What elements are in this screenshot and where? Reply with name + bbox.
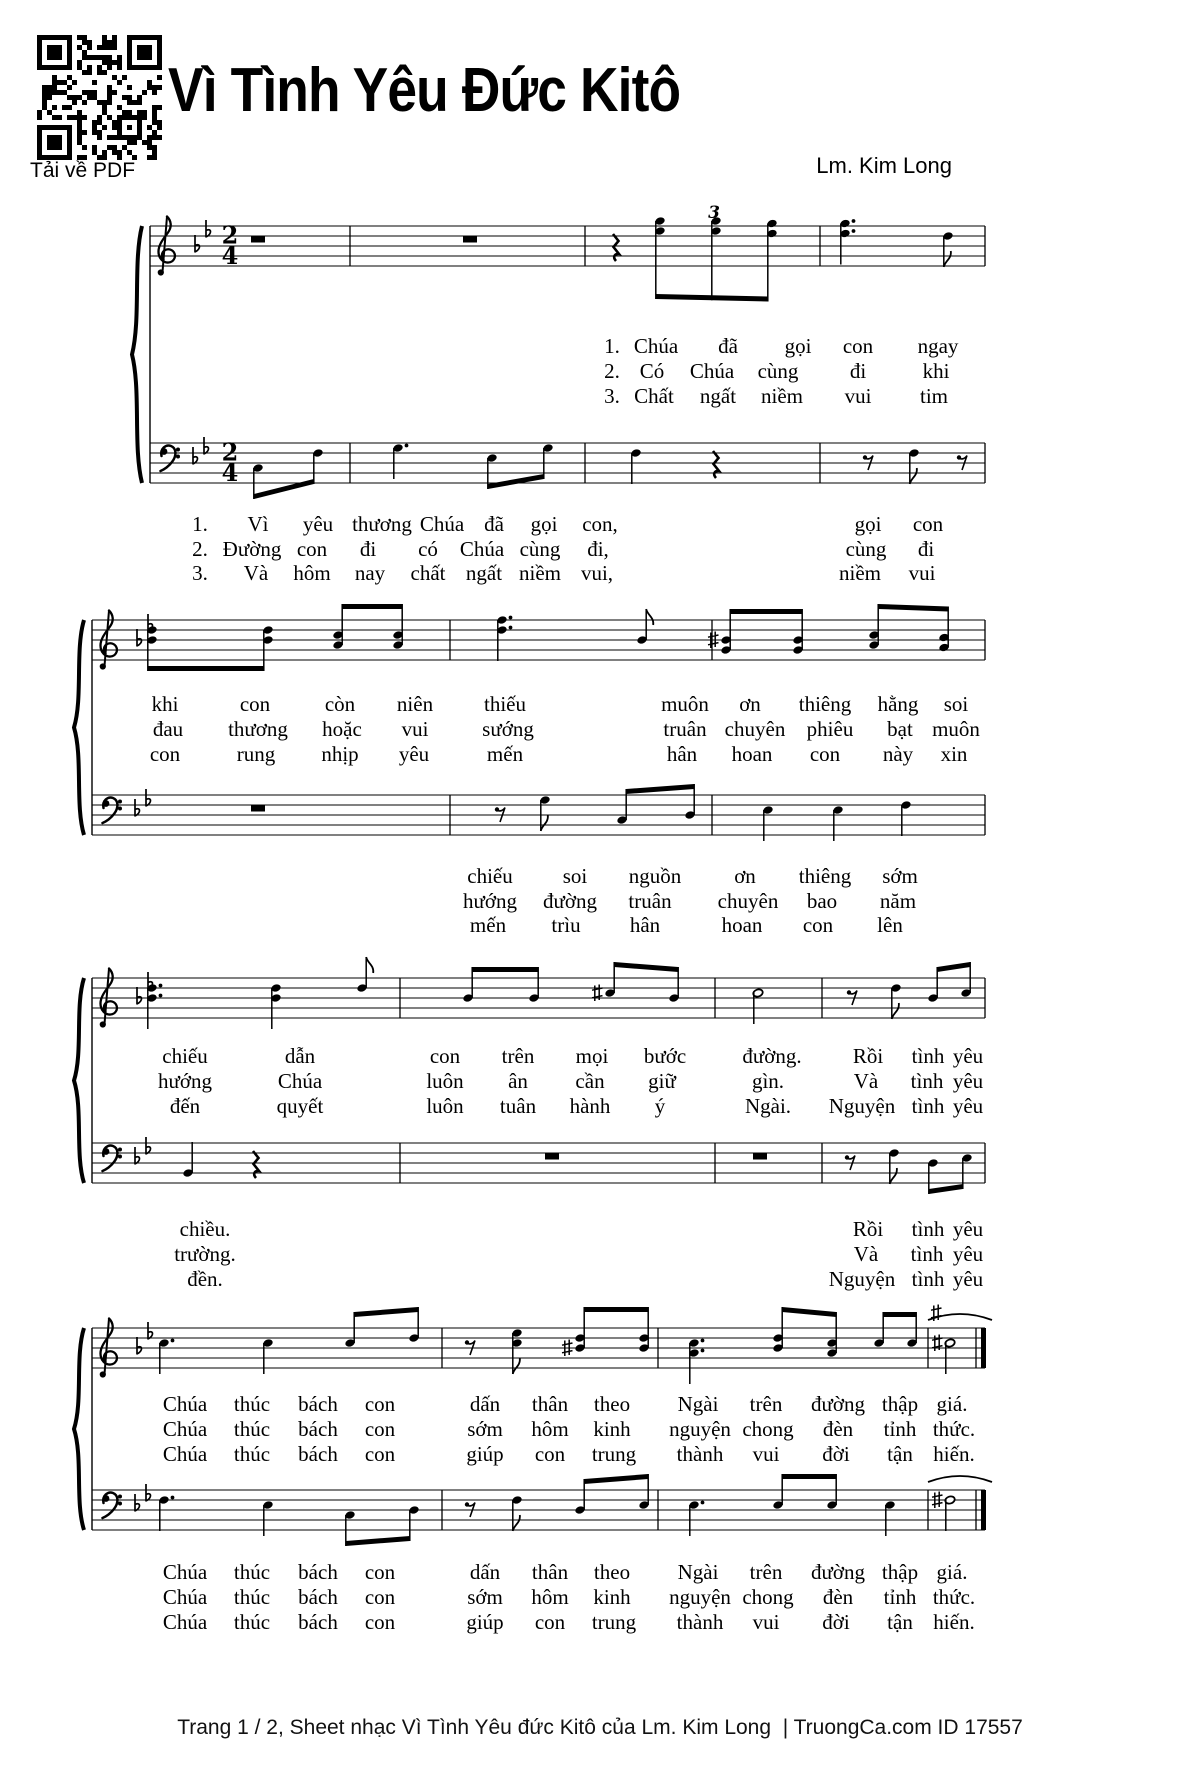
lyric-word: con — [429, 1044, 461, 1068]
lyric-word: Và — [853, 1069, 879, 1093]
lyric-word: dấn — [469, 1560, 501, 1584]
lyric-word: hiến. — [933, 1610, 975, 1634]
lyric-word: bách — [298, 1560, 338, 1584]
lyric-word: hướng — [463, 889, 517, 913]
lyric-word: Chúa — [419, 512, 465, 536]
lyric-word: con — [296, 537, 328, 561]
lyric-word: Chúa — [162, 1417, 208, 1441]
lyric-word: mến — [486, 742, 524, 766]
lyric-word: Chúa — [633, 334, 679, 358]
lyric-word: yêu — [952, 1094, 984, 1118]
lyric-word: đi — [917, 537, 935, 561]
lyric-word: Rồi — [852, 1217, 884, 1241]
lyric-word: Chúa — [162, 1560, 208, 1584]
lyric-word: Nguyện — [828, 1094, 896, 1118]
lyric-word: muôn — [661, 692, 709, 716]
lyric-word: đi — [849, 359, 867, 383]
lyric-word: tận — [887, 1442, 913, 1466]
lyric-word: hôm — [531, 1417, 569, 1441]
lyric-word: yêu — [952, 1069, 984, 1093]
lyric-word: con — [802, 913, 834, 937]
lyric-word: tim — [919, 384, 949, 408]
lyric-word: con — [364, 1392, 396, 1416]
lyric-word: trên — [749, 1392, 783, 1416]
lyric-word: con — [912, 512, 944, 536]
lyric-word: bách — [298, 1442, 338, 1466]
lyric-word: giúp — [466, 1442, 504, 1466]
lyric-word: chất — [410, 561, 446, 585]
lyric-word: muôn — [932, 717, 980, 741]
lyric-word: trung — [591, 1610, 637, 1634]
lyric-word: bách — [298, 1610, 338, 1634]
lyric-word: chong — [742, 1417, 794, 1441]
lyric-word: trung — [591, 1442, 637, 1466]
lyric-word: bách — [298, 1585, 338, 1609]
lyric-word: Có — [639, 359, 665, 383]
lyric-word: Và — [853, 1242, 879, 1266]
lyric-word: soi — [562, 864, 588, 888]
lyric-word: thập — [881, 1392, 919, 1416]
lyric-word: truân — [663, 717, 707, 741]
lyric-word: gìn. — [751, 1069, 785, 1093]
lyric-word: thúc — [233, 1442, 271, 1466]
lyric-word: cần — [575, 1069, 605, 1093]
lyric-word: Chúa — [689, 359, 735, 383]
lyric-word: rung — [236, 742, 276, 766]
lyric-word: hôm — [293, 561, 331, 585]
lyric-word: tình — [911, 1267, 945, 1291]
verse-number: 1. — [604, 334, 620, 358]
song-title-text: Vì Tình Yêu Đức Kitô — [168, 56, 681, 125]
lyric-word: cùng — [757, 359, 799, 383]
lyric-word: thương — [228, 717, 288, 741]
lyric-word: con — [809, 742, 841, 766]
lyric-word: Ngài. — [744, 1094, 792, 1118]
svg-text:4: 4 — [221, 458, 239, 487]
lyric-word: hằng — [877, 692, 919, 716]
lyric-word: Rồi — [852, 1044, 884, 1068]
lyric-word: Ngài — [677, 1392, 719, 1416]
lyric-word: Chúa — [162, 1392, 208, 1416]
lyric-word: đường — [811, 1392, 865, 1416]
lyric-word: con — [534, 1610, 566, 1634]
lyric-word: đau — [152, 717, 184, 741]
lyric-word: hân — [666, 742, 698, 766]
lyric-word: thúc — [233, 1392, 271, 1416]
lyric-word: tỉnh — [883, 1585, 917, 1609]
lyric-word: truân — [628, 889, 672, 913]
lyric-word: theo — [593, 1560, 631, 1584]
lyric-word: Ngài — [677, 1560, 719, 1584]
lyric-word: niềm — [519, 561, 561, 585]
lyric-word: nguyện — [669, 1585, 731, 1609]
lyric-word: con — [364, 1610, 396, 1634]
lyric-word: sớm — [467, 1417, 503, 1441]
lyric-word: hân — [629, 913, 661, 937]
lyric-word: thiếu — [484, 692, 526, 716]
lyric-word: nguyện — [669, 1417, 731, 1441]
lyric-word: sướng — [482, 717, 534, 741]
lyric-word: này — [882, 742, 914, 766]
verse-number: 2. — [604, 359, 620, 383]
lyric-word: thúc — [233, 1585, 271, 1609]
verse-number: 3. — [192, 561, 208, 585]
lyric-word: giữ — [648, 1069, 676, 1093]
lyric-word: cùng — [519, 537, 561, 561]
lyric-word: chong — [742, 1585, 794, 1609]
lyric-word: Chúa — [162, 1442, 208, 1466]
lyric-word: mọi — [575, 1044, 609, 1068]
lyric-word: ơn — [739, 692, 761, 716]
lyric-word: đường — [543, 889, 597, 913]
lyric-word: giúp — [466, 1610, 504, 1634]
lyric-word: Chúa — [277, 1069, 323, 1093]
lyric-word: niềm — [839, 561, 881, 585]
lyric-word: quyết — [276, 1094, 324, 1118]
lyric-word: tận — [887, 1610, 913, 1634]
lyric-word: con — [364, 1442, 396, 1466]
lyric-word: vui — [844, 384, 872, 408]
lyric-word: con — [534, 1442, 566, 1466]
lyric-word: ý — [654, 1094, 666, 1118]
lyric-word: đời — [822, 1610, 850, 1634]
lyric-word: đến — [169, 1094, 201, 1118]
lyric-word: Nguyện — [828, 1267, 896, 1291]
lyric-word: phiêu — [806, 717, 854, 741]
lyric-word: con — [364, 1585, 396, 1609]
lyric-word: đời — [822, 1442, 850, 1466]
verse-number: 3. — [604, 384, 620, 408]
lyric-word: con, — [582, 512, 618, 536]
lyric-word: giá. — [936, 1392, 968, 1416]
lyric-word: thiêng — [798, 692, 852, 716]
lyric-word: tình — [911, 1044, 945, 1068]
lyric-word: đã — [718, 334, 738, 358]
lyric-word: đèn — [822, 1585, 854, 1609]
lyric-word: đường — [811, 1560, 865, 1584]
composer-credit: Lm. Kim Long — [816, 153, 952, 178]
lyric-word: yêu — [952, 1267, 984, 1291]
lyric-word: sớm — [882, 864, 918, 888]
lyric-word: vui — [401, 717, 429, 741]
lyric-word: yêu — [302, 512, 334, 536]
lyric-word: thúc — [233, 1560, 271, 1584]
lyric-word: bách — [298, 1392, 338, 1416]
lyric-word: vui — [752, 1610, 780, 1634]
lyric-word: hoan — [721, 913, 763, 937]
svg-text:4: 4 — [221, 241, 239, 270]
lyric-word: đền. — [187, 1267, 223, 1291]
lyric-word: con — [149, 742, 181, 766]
lyric-word: đã — [484, 512, 504, 536]
lyric-word: hôm — [531, 1585, 569, 1609]
lyric-word: nay — [354, 561, 386, 585]
lyric-word: bao — [806, 889, 838, 913]
lyric-word: tình — [910, 1242, 944, 1266]
lyric-word: yêu — [952, 1217, 984, 1241]
svg-text:3: 3 — [708, 203, 720, 223]
lyric-word: thành — [676, 1442, 724, 1466]
lyric-word: Chúa — [459, 537, 505, 561]
lyric-word: Đường — [222, 537, 282, 561]
lyric-word: bách — [298, 1417, 338, 1441]
lyric-word: đi — [359, 537, 377, 561]
lyric-word: thân — [531, 1392, 569, 1416]
lyric-word: tình — [911, 1094, 945, 1118]
lyric-word: trên — [749, 1560, 783, 1584]
lyric-word: dẫn — [284, 1044, 316, 1068]
lyric-word: kinh — [593, 1417, 631, 1441]
lyric-word: trường. — [174, 1242, 236, 1266]
lyric-word: hoan — [731, 742, 773, 766]
lyric-word: đèn — [822, 1417, 854, 1441]
lyric-word: có — [418, 537, 438, 561]
lyric-word: Vì — [247, 512, 269, 536]
lyric-word: vui — [908, 561, 936, 585]
lyric-word: ngay — [917, 334, 959, 358]
lyric-word: ơn — [734, 864, 756, 888]
lyric-word: trên — [501, 1044, 535, 1068]
lyric-word: đi, — [587, 537, 609, 561]
lyric-word: con — [364, 1417, 396, 1441]
lyric-word: vui — [752, 1442, 780, 1466]
lyric-word: mến — [469, 913, 507, 937]
lyric-word: thức. — [932, 1417, 976, 1441]
lyric-word: Chất — [634, 384, 674, 408]
lyric-word: dấn — [469, 1392, 501, 1416]
lyric-word: thúc — [233, 1417, 271, 1441]
lyric-word: còn — [324, 692, 356, 716]
lyric-word: Và — [243, 561, 269, 585]
lyric-word: giá. — [936, 1560, 968, 1584]
lyric-word: đường. — [742, 1044, 802, 1068]
lyric-word: tỉnh — [883, 1417, 917, 1441]
lyric-word: tuân — [499, 1094, 537, 1118]
lyric-word: cùng — [845, 537, 887, 561]
lyric-word: Chúa — [162, 1610, 208, 1634]
lyric-word: thân — [531, 1560, 569, 1584]
lyric-word: xin — [940, 742, 968, 766]
lyric-word: niên — [396, 692, 434, 716]
lyric-word: yêu — [952, 1044, 984, 1068]
lyric-word: vui, — [580, 561, 614, 585]
lyric-word: khi — [922, 359, 950, 383]
lyric-word: sớm — [467, 1585, 503, 1609]
lyric-word: ngất — [699, 384, 737, 408]
lyric-word: hiến. — [933, 1442, 975, 1466]
lyric-word: con — [842, 334, 874, 358]
lyric-word: chiều. — [179, 1217, 231, 1241]
lyric-word: khi — [151, 692, 179, 716]
lyric-word: thúc — [233, 1610, 271, 1634]
lyric-word: con — [364, 1560, 396, 1584]
page-footer: Trang 1 / 2, Sheet nhạc Vì Tình Yêu đức Kitô của Lm. Kim Long | TruongCa.com ID 17557 — [177, 1716, 1023, 1739]
lyric-word: gọi — [854, 512, 882, 536]
lyric-word: năm — [879, 889, 917, 913]
lyric-word: hành — [569, 1094, 611, 1118]
lyric-word: tình — [911, 1217, 945, 1241]
lyric-word: soi — [943, 692, 969, 716]
svg-text:2: 2 — [221, 220, 239, 250]
lyric-word: con — [239, 692, 271, 716]
download-pdf-link[interactable]: Tải về PDF — [30, 159, 136, 182]
lyric-word: ân — [508, 1069, 528, 1093]
lyric-word: hướng — [158, 1069, 212, 1093]
lyric-word: gọi — [784, 334, 812, 358]
lyric-word: theo — [593, 1392, 631, 1416]
lyric-word: Chúa — [162, 1585, 208, 1609]
lyric-word: lên — [877, 913, 903, 937]
lyric-word: chuyên — [717, 889, 779, 913]
verse-number: 2. — [192, 537, 208, 561]
lyric-word: ngất — [465, 561, 503, 585]
lyric-word: yêu — [952, 1242, 984, 1266]
lyric-word: thương — [352, 512, 412, 536]
lyric-word: thập — [881, 1560, 919, 1584]
lyric-word: niềm — [761, 384, 803, 408]
lyric-word: thiêng — [798, 864, 852, 888]
lyric-word: hoặc — [322, 717, 362, 741]
lyric-word: luôn — [426, 1094, 464, 1118]
lyric-word: chiếu — [467, 864, 513, 888]
lyric-word: thức. — [932, 1585, 976, 1609]
lyric-word: bạt — [887, 717, 913, 741]
lyric-word: gọi — [530, 512, 558, 536]
lyric-word: nhịp — [321, 742, 359, 766]
lyric-word: chiếu — [162, 1044, 208, 1068]
lyric-word: thành — [676, 1610, 724, 1634]
lyric-word: trìu — [551, 913, 581, 937]
lyric-word: luôn — [426, 1069, 464, 1093]
svg-text:2: 2 — [221, 437, 239, 467]
lyric-word: tình — [910, 1069, 944, 1093]
lyric-word: bước — [643, 1044, 687, 1068]
lyric-word: nguồn — [628, 864, 682, 888]
lyric-word: kinh — [593, 1585, 631, 1609]
lyric-word: chuyên — [724, 717, 786, 741]
lyric-word: yêu — [398, 742, 430, 766]
verse-number: 1. — [192, 512, 208, 536]
